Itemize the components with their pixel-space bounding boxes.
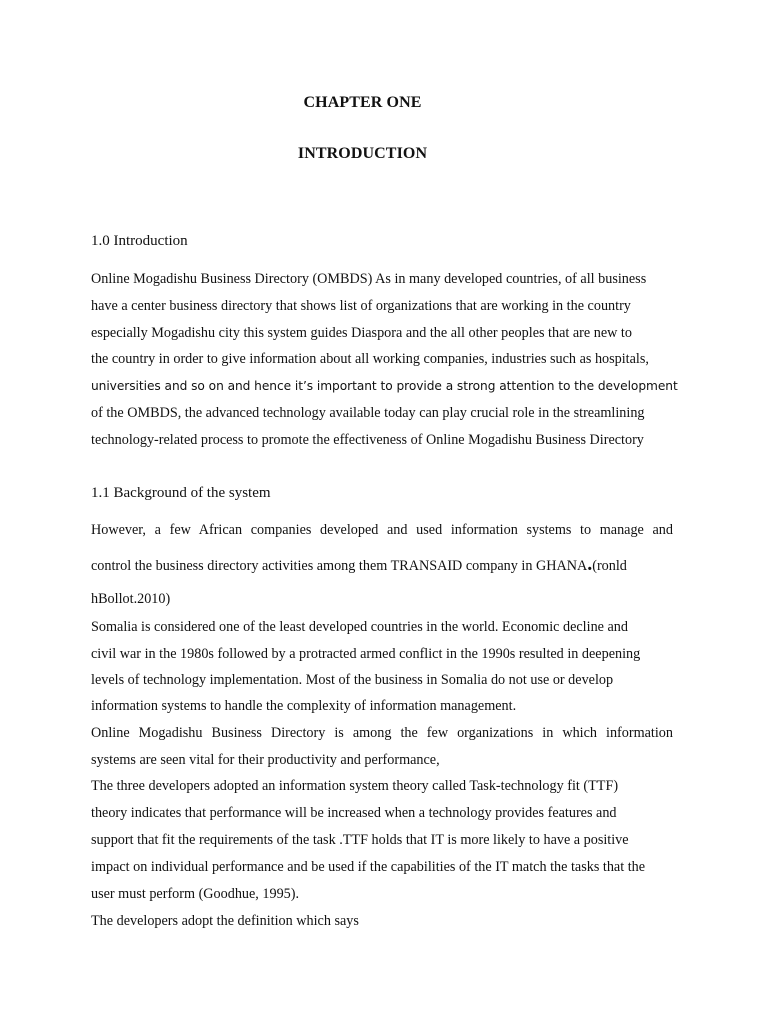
paragraph-line-with-citation [91, 555, 673, 575]
paragraph-line: levels of technology implementation. Most of the business in Somalia do not use or develop [91, 672, 614, 688]
paragraph-line: civil war in the 1980s followed by a protracted armed conflict in the 1990s resulted in deepening [91, 646, 641, 662]
paragraph-line: Online Mogadishu Business Directory is among the few organizations in which information [91, 725, 673, 741]
paragraph-line: Online Mogadishu Business Directory (OMBDS) As in many developed countries, of all business [91, 271, 647, 287]
paragraph-line: technology-related process to promote the effectiveness of Online Mogadishu Business Directory [91, 432, 644, 448]
paragraph-line: The three developers adopted an information system theory called Task-technology fit (TTF) [91, 778, 619, 794]
chapter-title: CHAPTER ONE [303, 94, 422, 111]
paragraph-line: systems are seen vital for their productivity and performance, [91, 752, 440, 768]
paragraph-line: especially Mogadishu city this system guides Diaspora and the all other peoples that are new to [91, 325, 632, 341]
paragraph-line: information systems to handle the complexity of information management. [91, 698, 517, 714]
chapter-subtitle: INTRODUCTION [297, 145, 428, 162]
section-heading-introduction: 1.0 Introduction [91, 233, 188, 249]
paragraph-line: The developers adopt the definition which says [91, 913, 359, 929]
citation-start: (ronld [592, 558, 627, 574]
period-mark: . [587, 553, 593, 575]
paragraph-text: control the business directory activities among them TRANSAID company in GHANA [91, 558, 588, 574]
paragraph-line: theory indicates that performance will be increased when a technology provides features and [91, 805, 617, 821]
paragraph-line: Somalia is considered one of the least developed countries in the world. Economic decline and [91, 619, 628, 635]
paragraph-line: the country in order to give information about all working companies, industries such as hospitals, [91, 351, 649, 367]
paragraph-line: support that fit the requirements of the task .TTF holds that IT is more likely to have a positive [91, 832, 629, 848]
paragraph-line: user must perform (Goodhue, 1995). [91, 886, 300, 902]
section-heading-background: 1.1 Background of the system [91, 485, 271, 501]
paragraph-line: hBollot.2010) [91, 591, 171, 607]
paragraph-line: of the OMBDS, the advanced technology available today can play crucial role in the streamlining [91, 405, 645, 421]
paragraph-line: impact on individual performance and be used if the capabilities of the IT match the tasks that the [91, 859, 646, 875]
paragraph-line: However, a few African companies developed and used information systems to manage and [91, 522, 673, 538]
paragraph-line: have a center business directory that shows list of organizations that are working in the country [91, 298, 631, 314]
paragraph-line: universities and so on and hence it’s important to provide a strong attention to the development [91, 379, 678, 393]
